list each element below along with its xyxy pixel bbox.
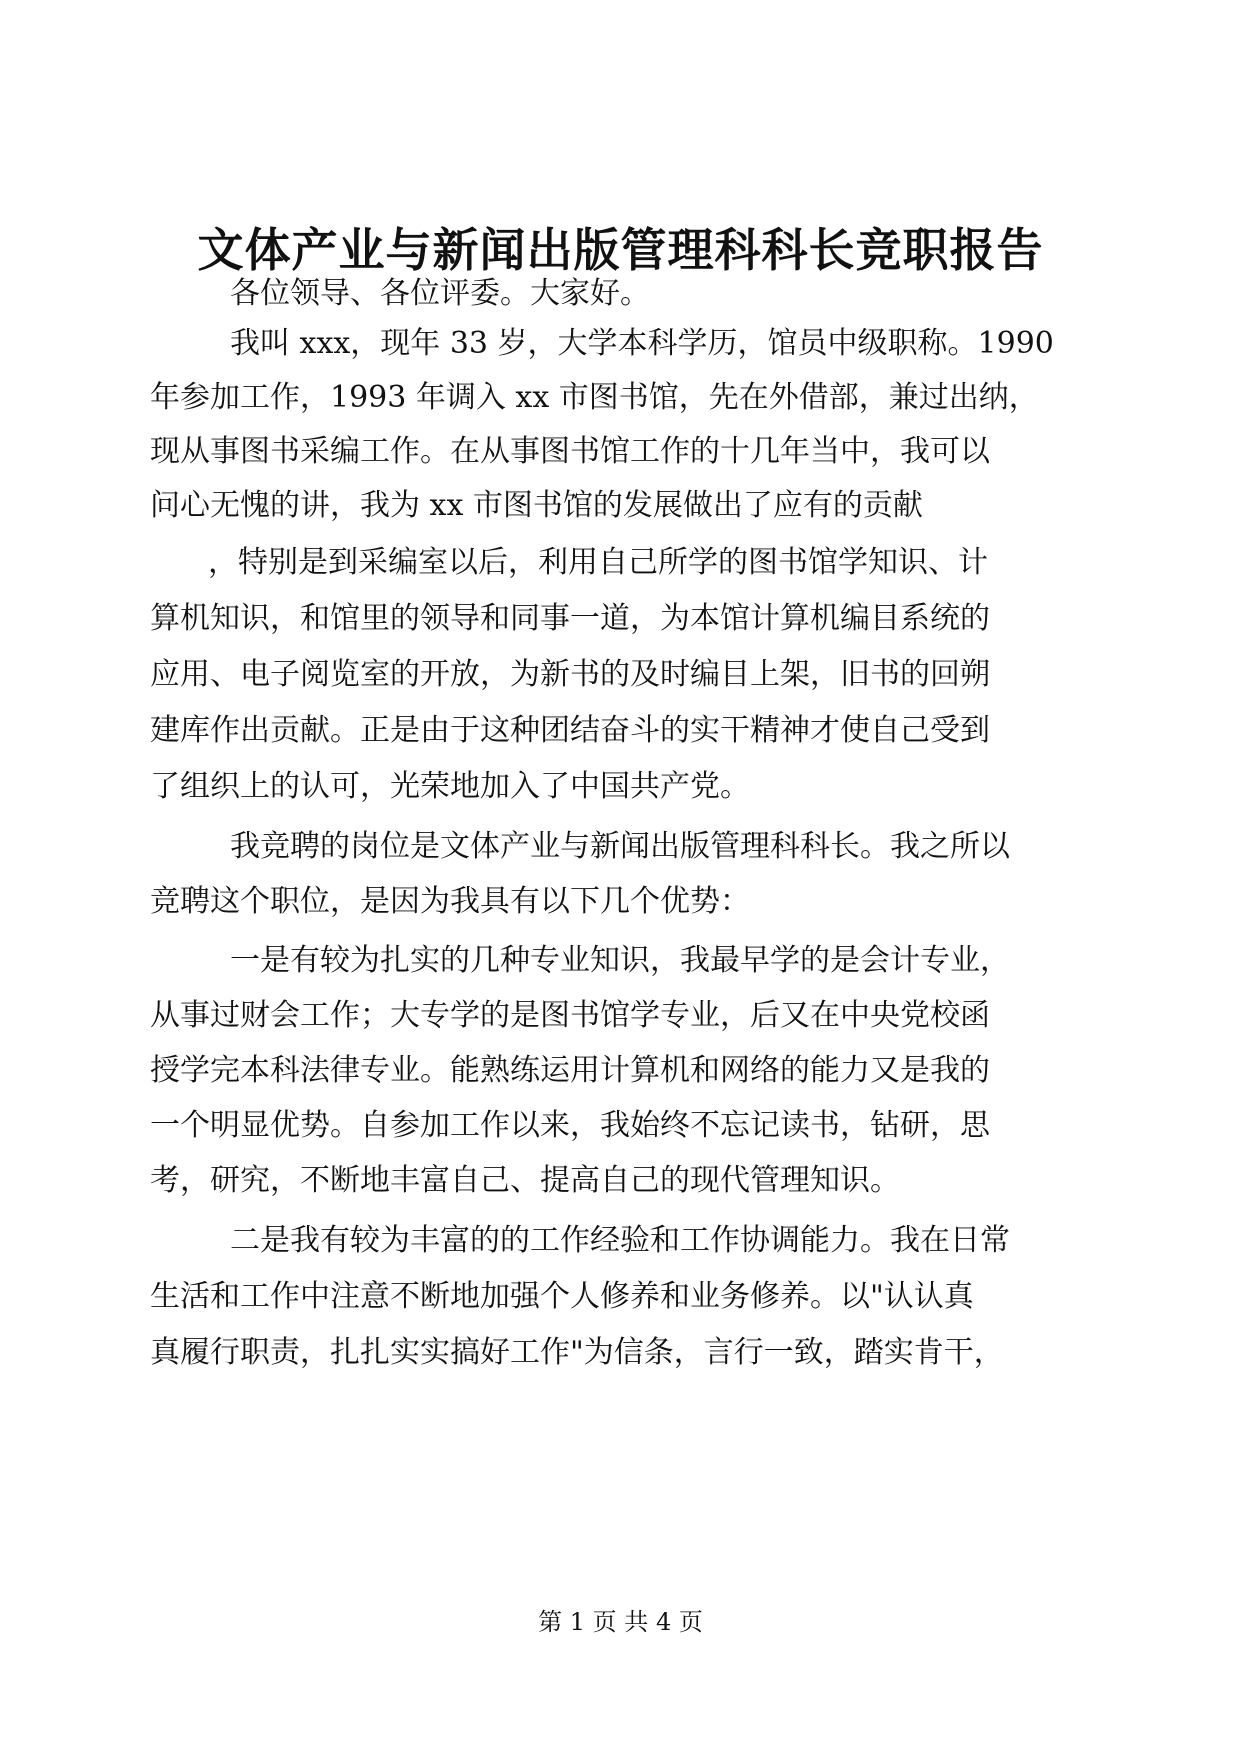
body-line: 我竞聘的岗位是文体产业与新闻出版管理科科长。我之所以	[230, 829, 1010, 864]
page-number-footer: 第 1 页 共 4 页	[538, 1608, 703, 1636]
body-line: 建库作出贡献。正是由于这种团结奋斗的实干精神才使自己受到	[150, 713, 990, 748]
body-line: 考，研究，不断地丰富自己、提高自己的现代管理知识。	[150, 1163, 900, 1198]
body-line: 了组织上的认可，光荣地加入了中国共产党。	[150, 769, 750, 804]
body-line: 年参加工作，1993 年调入 xx 市图书馆，先在外借部，兼过出纳，	[150, 380, 1039, 415]
body-line: 竞聘这个职位，是因为我具有以下几个优势：	[150, 884, 750, 919]
body-line: 一是有较为扎实的几种专业知识，我最早学的是会计专业，	[230, 943, 1010, 978]
body-line: 问心无愧的讲，我为 xx 市图书馆的发展做出了应有的贡献	[150, 488, 923, 523]
body-line: 现从事图书采编工作。在从事图书馆工作的十几年当中，我可以	[150, 434, 990, 469]
body-line: 真履行职责，扎扎实实搞好工作"为信条，言行一致，踏实肯干，	[150, 1335, 1004, 1370]
body-line: 二是我有较为丰富的的工作经验和工作协调能力。我在日常	[230, 1223, 1010, 1258]
body-line: 从事过财会工作；大专学的是图书馆学专业，后又在中央党校函	[150, 998, 990, 1033]
document-title: 文体产业与新闻出版管理科科长竞职报告	[197, 223, 1044, 277]
body-line: 应用、电子阅览室的开放，为新书的及时编目上架，旧书的回朔	[150, 657, 990, 692]
body-line: 生活和工作中注意不断地加强个人修养和业务修养。以"认认真	[150, 1279, 974, 1314]
body-line: 我叫 xxx，现年 33 岁，大学本科学历，馆员中级职称。1990	[230, 326, 1054, 361]
body-line: 授学完本科法律专业。能熟练运用计算机和网络的能力又是我的	[150, 1053, 990, 1088]
body-line: ，特别是到采编室以后，利用自己所学的图书馆学知识、计	[208, 545, 988, 580]
body-line: 一个明显优势。自参加工作以来，我始终不忘记读书，钻研，思	[150, 1108, 990, 1143]
greeting-line: 各位领导、各位评委。大家好。	[230, 276, 650, 311]
body-line: 算机知识，和馆里的领导和同事一道，为本馆计算机编目系统的	[150, 601, 990, 636]
